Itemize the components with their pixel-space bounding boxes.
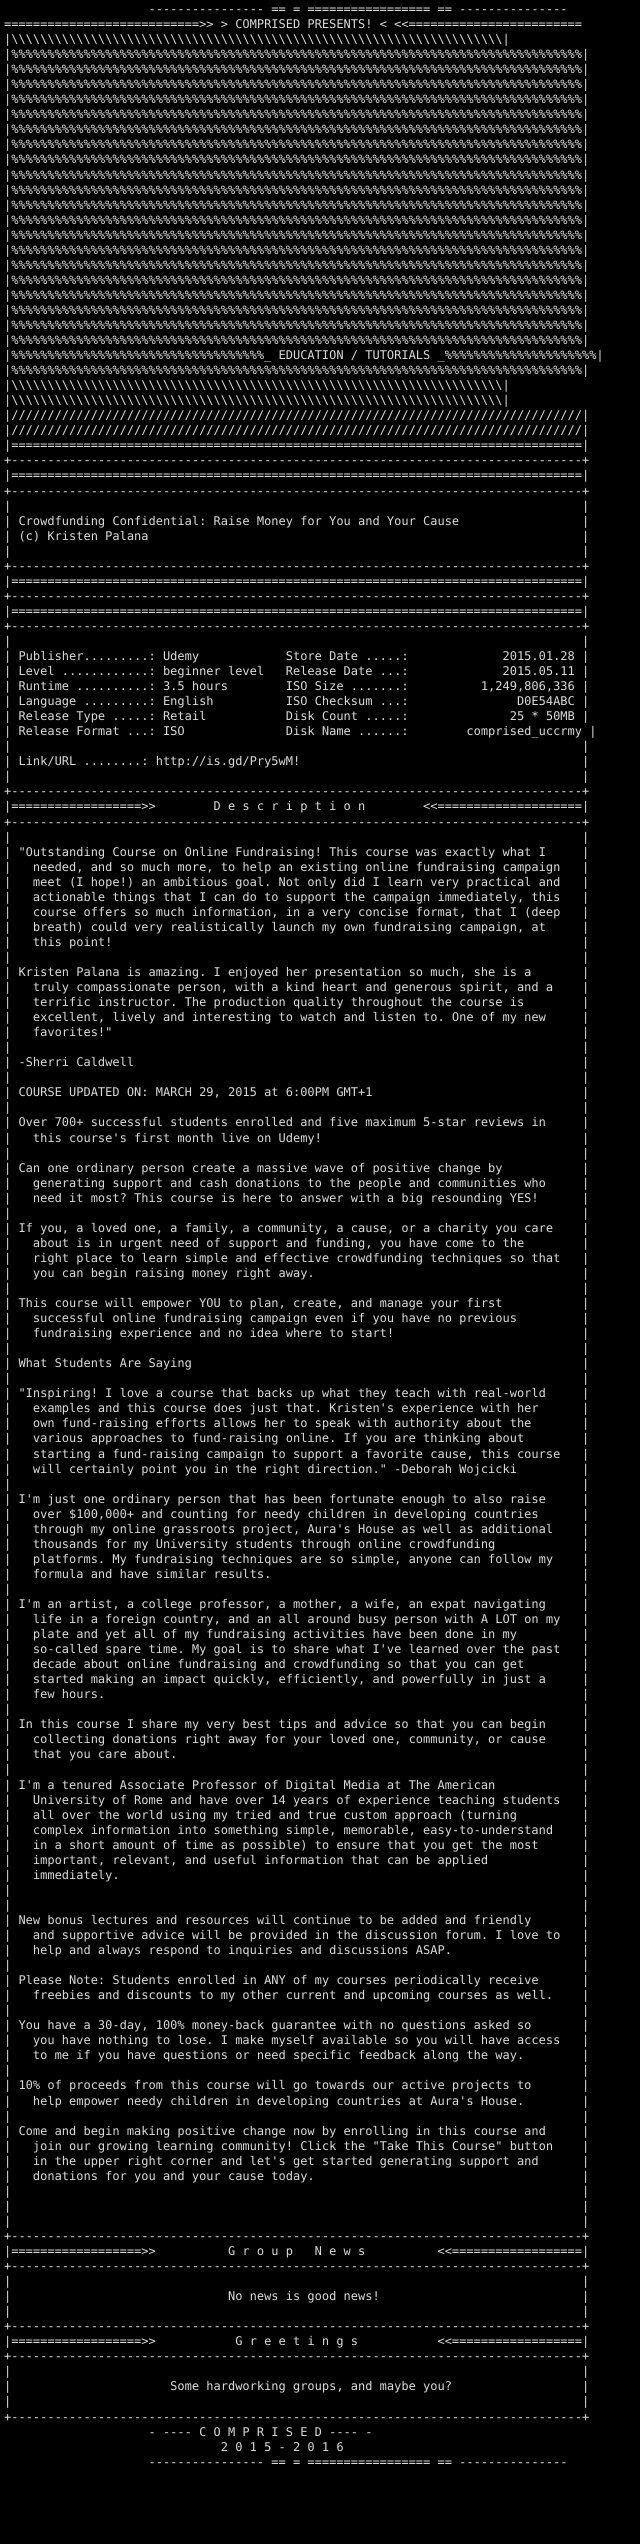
nfo-line: | donations for you and your cause today. | <box>4 2168 590 2183</box>
nfo-line: | this course's first month live on Udemy! | <box>4 1130 590 1145</box>
nfo-line: | Kristen Palana is amazing. I enjoyed her presentation so much, she is a | <box>4 965 590 979</box>
nfo-line: | | <box>4 1371 590 1386</box>
release-title: | Crowdfunding Confidential: Raise Money for You and Your Cause | <box>4 513 590 528</box>
category-banner: |%%%%%%%%%%%%%%%%%%%%%%%%%%%%%%%%%%%_ EDUCATION / TUTORIALS _%%%%%%%%%%%%%%%%%%%%%| <box>4 348 604 363</box>
nfo-line: | | <box>4 769 590 784</box>
nfo-line: | generating support and cash donations to the people and communities who | <box>4 1175 590 1190</box>
nfo-line: | this point! | <box>4 934 590 949</box>
nfo-line: 2 0 1 5 - 2 0 1 6 <box>4 2439 344 2454</box>
nfo-line: | few hours. | <box>4 1687 590 1702</box>
nfo-line: | | <box>4 2274 590 2289</box>
nfo-line: | | <box>4 1762 590 1777</box>
nfo-line: | need it most? This course is here to answer with a big resounding YES! | <box>4 1190 590 1205</box>
nfo-line: | to me if you have questions or need specific feedback along the way. | <box>4 2048 590 2063</box>
nfo-line: | terrific instructor. The production quality throughout the course is | <box>4 995 590 1010</box>
nfo-line: |\\\\\\\\\\\\\\\\\\\\\\\\\\\\\\\\\\\\\\\\\\\\\\\\\\\\\\\\\\\\\\\\\\\\| <box>4 32 510 47</box>
nfo-line: | | <box>4 1100 590 1115</box>
nfo-line: +-------------------------------------------------------------------------------+ <box>4 2319 590 2334</box>
nfo-line: | through my online grassroots project, Aura's House as well as additional | <box>4 1521 590 1536</box>
nfo-line: | | <box>4 2304 590 2319</box>
nfo-line: | (c) Kristen Palana | <box>4 528 590 543</box>
nfo-line: |===============================================================================| <box>4 468 590 483</box>
release-group-header: ===========================>> > COMPRISED PRESENTS! < <<======================== <box>4 17 582 32</box>
nfo-line: | so-called spare time. My goal is to share what I've learned over the past | <box>4 1642 590 1657</box>
nfo-line: | you can begin raising money right away. | <box>4 1265 590 1280</box>
nfo-line: | all over the world using my tried and true custom approach (turning | <box>4 1807 590 1822</box>
nfo-line: |%%%%%%%%%%%%%%%%%%%%%%%%%%%%%%%%%%%%%%%%%%%%%%%%%%%%%%%%%%%%%%%%%%%%%%%%%%%%%%%| <box>4 77 590 92</box>
nfo-line: |\\\\\\\\\\\\\\\\\\\\\\\\\\\\\\\\\\\\\\\\\\\\\\\\\\\\\\\\\\\\\\\\\\\\| <box>4 393 510 408</box>
nfo-line: | I'm a tenured Associate Professor of Digital Media at The American | <box>4 1777 590 1792</box>
nfo-line: | COURSE UPDATED ON: MARCH 29, 2015 at 6:00PM GMT+1 | <box>4 1085 590 1100</box>
nfo-line: | You have a 30-day, 100% money-back guarantee with no questions asked so | <box>4 2018 590 2033</box>
nfo-line: | | <box>4 498 590 513</box>
nfo-line: |===============================================================================| <box>4 438 590 453</box>
nfo-line: | | <box>4 739 590 754</box>
nfo-line: +-------------------------------------------------------------------------------+ <box>4 558 590 573</box>
nfo-line: | | <box>4 2213 590 2228</box>
nfo-line: ---------------- == = ================= == --------------- <box>4 2454 568 2469</box>
nfo-line: | you have nothing to lose. I make myself available so you will have access | <box>4 2033 590 2048</box>
nfo-line: +-------------------------------------------------------------------------------+ <box>4 588 590 603</box>
nfo-line: | will certainly point you in the right direction." -Deborah Wojcicki | <box>4 1461 590 1476</box>
nfo-line: | | <box>4 1205 590 1220</box>
nfo-line: | immediately. | <box>4 1867 590 1882</box>
nfo-line: +-------------------------------------------------------------------------------+ <box>4 784 590 799</box>
nfo-line: | actionable things that I can do to support the campaign immediately, this | <box>4 889 590 904</box>
nfo-line: | -Sherri Caldwell | <box>4 1055 590 1070</box>
nfo-line: | Some hardworking groups, and maybe you? | <box>4 2379 590 2394</box>
nfo-line: | meet (I hope!) an ambitious goal. Not only did I learn very practical and | <box>4 874 590 889</box>
nfo-line: | Release Format ...: ISO Disk Name ......: comprised_uccrmy | <box>4 724 597 739</box>
nfo-line: | fundraising experience and no idea where to start! | <box>4 1326 590 1341</box>
section-title-group-news: |==================>> G r o u p N e w s <<==================| <box>4 2243 590 2258</box>
nfo-line: |%%%%%%%%%%%%%%%%%%%%%%%%%%%%%%%%%%%%%%%%%%%%%%%%%%%%%%%%%%%%%%%%%%%%%%%%%%%%%%%| <box>4 242 590 257</box>
nfo-line: |%%%%%%%%%%%%%%%%%%%%%%%%%%%%%%%%%%%%%%%%%%%%%%%%%%%%%%%%%%%%%%%%%%%%%%%%%%%%%%%| <box>4 363 590 378</box>
nfo-line: | I'm an artist, a college professor, a mother, a wife, an expat navigating | <box>4 1596 590 1611</box>
nfo-line: | thousands for my University students through online crowdfunding | <box>4 1536 590 1551</box>
nfo-line: | successful online fundraising campaign even if you have no previous | <box>4 1311 590 1326</box>
nfo-line: | breath) could very realistically launch my own fundraising campaign, at | <box>4 919 590 934</box>
nfo-line: | | <box>4 2108 590 2123</box>
nfo-line: | help empower needy children in developing countries at Aura's House. | <box>4 2093 590 2108</box>
nfo-line: | about is in urgent need of support and funding, you have come to the | <box>4 1235 590 1250</box>
nfo-line: | | <box>4 633 590 648</box>
nfo-line: | 10% of proceeds from this course will go towards our active projects to | <box>4 2078 590 2093</box>
nfo-line: | | <box>4 2364 590 2379</box>
nfo-line: | Publisher.........: Udemy Store Date .....: 2015.01.28 | <box>4 649 590 664</box>
nfo-line: | complex information into something simple, memorable, easy-to-understand | <box>4 1822 590 1837</box>
nfo-line: | | <box>4 1280 590 1295</box>
nfo-line: | join our growing learning community! Click the "Take This Course" button | <box>4 2138 590 2153</box>
nfo-line: | life in a foreign country, and an all around busy person with A LOT on my | <box>4 1612 590 1627</box>
nfo-line: | Runtime ..........: 3.5 hours ISO Size .......: 1,249,806,336 | <box>4 679 590 694</box>
nfo-line: | that you care about. | <box>4 1747 590 1762</box>
nfo-line: | platforms. My fundraising techniques are so simple, anyone can follow my | <box>4 1551 590 1566</box>
nfo-line: | | <box>4 1145 590 1160</box>
nfo-line: | in a short amount of time as possible) to ensure that you get the most | <box>4 1837 590 1852</box>
nfo-line: | own fund-raising efforts allows her to speak with authority about the | <box>4 1416 590 1431</box>
nfo-line: | "Inspiring! I love a course that backs up what they teach with real-world | <box>4 1386 590 1401</box>
nfo-line: | "Outstanding Course on Online Fundraising! This course was exactly what I | <box>4 844 590 859</box>
nfo-line: | No news is good news! | <box>4 2289 590 2304</box>
nfo-line: +-------------------------------------------------------------------------------+ <box>4 483 590 498</box>
nfo-line: |%%%%%%%%%%%%%%%%%%%%%%%%%%%%%%%%%%%%%%%%%%%%%%%%%%%%%%%%%%%%%%%%%%%%%%%%%%%%%%%| <box>4 167 590 182</box>
nfo-line: | important, relevant, and useful information that can be applied | <box>4 1852 590 1867</box>
nfo-line: | help and always respond to inquiries and discussions ASAP. | <box>4 1943 590 1958</box>
nfo-line: |%%%%%%%%%%%%%%%%%%%%%%%%%%%%%%%%%%%%%%%%%%%%%%%%%%%%%%%%%%%%%%%%%%%%%%%%%%%%%%%| <box>4 92 590 107</box>
nfo-line: |%%%%%%%%%%%%%%%%%%%%%%%%%%%%%%%%%%%%%%%%%%%%%%%%%%%%%%%%%%%%%%%%%%%%%%%%%%%%%%%| <box>4 137 590 152</box>
nfo-line: |===============================================================================| <box>4 573 590 588</box>
nfo-line: | Come and begin making positive change now by enrolling in this course and | <box>4 2123 590 2138</box>
nfo-line: | starting a fund-raising campaign to support a favorite cause, this course | <box>4 1446 590 1461</box>
nfo-line: | over $100,000+ and counting for needy children in developing countries | <box>4 1506 590 1521</box>
nfo-line: |%%%%%%%%%%%%%%%%%%%%%%%%%%%%%%%%%%%%%%%%%%%%%%%%%%%%%%%%%%%%%%%%%%%%%%%%%%%%%%%| <box>4 197 590 212</box>
nfo-line: | formula and have similar results. | <box>4 1566 590 1581</box>
nfo-line: |%%%%%%%%%%%%%%%%%%%%%%%%%%%%%%%%%%%%%%%%%%%%%%%%%%%%%%%%%%%%%%%%%%%%%%%%%%%%%%%| <box>4 317 590 332</box>
nfo-line: | What Students Are Saying | <box>4 1356 590 1371</box>
section-title-greetings: |==================>> G r e e t i n g s <<==================| <box>4 2334 590 2349</box>
nfo-line: | | <box>4 1341 590 1356</box>
release-link: | Link/URL ........: http://is.gd/Pry5wM! | <box>4 754 590 769</box>
footer-signature: - ---- C O M P R I S E D ---- - <box>4 2424 373 2439</box>
nfo-line: | needed, and so much more, to help an existing online fundraising campaign | <box>4 859 590 874</box>
nfo-line: | | <box>4 1070 590 1085</box>
nfo-line: | | <box>4 1897 590 1912</box>
section-title-description: |==================>> D e s c r i p t i o n <<====================| <box>4 799 590 814</box>
nfo-line: |\\\\\\\\\\\\\\\\\\\\\\\\\\\\\\\\\\\\\\\\\\\\\\\\\\\\\\\\\\\\\\\\\\\\| <box>4 378 510 393</box>
nfo-line: +-------------------------------------------------------------------------------+ <box>4 2349 590 2364</box>
nfo-line: |%%%%%%%%%%%%%%%%%%%%%%%%%%%%%%%%%%%%%%%%%%%%%%%%%%%%%%%%%%%%%%%%%%%%%%%%%%%%%%%| <box>4 333 590 348</box>
nfo-line: | I'm just one ordinary person that has been fortunate enough to also raise | <box>4 1491 590 1506</box>
nfo-line: |===============================================================================| <box>4 603 590 618</box>
nfo-line: | and supportive advice will be provided in the discussion forum. I love to | <box>4 1928 590 1942</box>
nfo-line: | | <box>4 949 590 964</box>
nfo-line: | | <box>4 1882 590 1897</box>
nfo-line: | | <box>4 2198 590 2213</box>
nfo-line: ---------------- == = ================= == --------------- <box>4 2 568 16</box>
nfo-line: | | <box>4 2183 590 2198</box>
nfo-line: | University of Rome and have over 14 years of experience teaching students | <box>4 1792 590 1807</box>
nfo-line: +-------------------------------------------------------------------------------+ <box>4 2409 590 2424</box>
nfo-line: | This course will empower YOU to plan, create, and manage your first | <box>4 1296 590 1311</box>
nfo-line: | Can one ordinary person create a massive wave of positive change by | <box>4 1160 590 1175</box>
nfo-line: | freebies and discounts to my other current and upcoming courses as well. | <box>4 1988 590 2003</box>
nfo-line: |%%%%%%%%%%%%%%%%%%%%%%%%%%%%%%%%%%%%%%%%%%%%%%%%%%%%%%%%%%%%%%%%%%%%%%%%%%%%%%%| <box>4 257 590 272</box>
nfo-line: | collecting donations right away for your loved one, community, or cause | <box>4 1732 590 1747</box>
nfo-line: |%%%%%%%%%%%%%%%%%%%%%%%%%%%%%%%%%%%%%%%%%%%%%%%%%%%%%%%%%%%%%%%%%%%%%%%%%%%%%%%| <box>4 107 590 122</box>
nfo-line: | | <box>4 829 590 844</box>
nfo-line: | | <box>4 2394 590 2409</box>
nfo-line: | Release Type .....: Retail Disk Count .....: 25 * 50MB | <box>4 709 590 724</box>
nfo-line: |///////////////////////////////////////////////////////////////////////////////| <box>4 423 590 438</box>
nfo-line: | | <box>4 1476 590 1491</box>
nfo-line: |///////////////////////////////////////////////////////////////////////////////| <box>4 408 590 423</box>
nfo-line: | truly compassionate person, with a kind heart and generous spirit, and a | <box>4 980 590 995</box>
nfo-line: | Please Note: Students enrolled in ANY of my courses periodically receive | <box>4 1973 590 1988</box>
nfo-line: |%%%%%%%%%%%%%%%%%%%%%%%%%%%%%%%%%%%%%%%%%%%%%%%%%%%%%%%%%%%%%%%%%%%%%%%%%%%%%%%| <box>4 182 590 197</box>
nfo-line: | favorites!" | <box>4 1025 590 1040</box>
nfo-line: +-------------------------------------------------------------------------------+ <box>4 814 590 829</box>
nfo-line: | various approaches to fund-raising online. If you are thinking about | <box>4 1431 590 1446</box>
nfo-line: | Language .........: English ISO Checksum ...: D0E54ABC | <box>4 694 590 709</box>
nfo-line: | | <box>4 2063 590 2078</box>
nfo-line: +-------------------------------------------------------------------------------+ <box>4 2228 590 2243</box>
nfo-line: | | <box>4 1581 590 1596</box>
nfo-line: | plate and yet all of my fundraising activities have been done in my | <box>4 1627 590 1642</box>
nfo-line: |%%%%%%%%%%%%%%%%%%%%%%%%%%%%%%%%%%%%%%%%%%%%%%%%%%%%%%%%%%%%%%%%%%%%%%%%%%%%%%%| <box>4 62 590 77</box>
nfo-line: |%%%%%%%%%%%%%%%%%%%%%%%%%%%%%%%%%%%%%%%%%%%%%%%%%%%%%%%%%%%%%%%%%%%%%%%%%%%%%%%| <box>4 122 590 137</box>
nfo-line: |%%%%%%%%%%%%%%%%%%%%%%%%%%%%%%%%%%%%%%%%%%%%%%%%%%%%%%%%%%%%%%%%%%%%%%%%%%%%%%%| <box>4 152 590 167</box>
nfo-line: | | <box>4 1040 590 1055</box>
nfo-line: | Over 700+ successful students enrolled and five maximum 5-star reviews in | <box>4 1115 590 1130</box>
nfo-line: | in the upper right corner and let's get started generating support and | <box>4 2153 590 2168</box>
nfo-line: +-------------------------------------------------------------------------------+ <box>4 618 590 633</box>
nfo-line: |%%%%%%%%%%%%%%%%%%%%%%%%%%%%%%%%%%%%%%%%%%%%%%%%%%%%%%%%%%%%%%%%%%%%%%%%%%%%%%%| <box>4 212 590 227</box>
nfo-line: | started making an impact quickly, efficiently, and powerfully in just a | <box>4 1672 590 1687</box>
nfo-line: | decade about online fundraising and crowdfunding so that you can get | <box>4 1657 590 1672</box>
nfo-line: | | <box>4 1702 590 1717</box>
nfo-line: +-------------------------------------------------------------------------------+ <box>4 2259 590 2274</box>
nfo-line: |%%%%%%%%%%%%%%%%%%%%%%%%%%%%%%%%%%%%%%%%%%%%%%%%%%%%%%%%%%%%%%%%%%%%%%%%%%%%%%%| <box>4 227 590 242</box>
nfo-line: | right place to learn simple and effective crowdfunding techniques so that | <box>4 1250 590 1265</box>
nfo-line: | examples and this course does just that. Kristen's experience with her | <box>4 1401 590 1416</box>
nfo-line: | New bonus lectures and resources will continue to be added and friendly | <box>4 1912 590 1927</box>
nfo-line: |%%%%%%%%%%%%%%%%%%%%%%%%%%%%%%%%%%%%%%%%%%%%%%%%%%%%%%%%%%%%%%%%%%%%%%%%%%%%%%%| <box>4 287 590 302</box>
nfo-line: |%%%%%%%%%%%%%%%%%%%%%%%%%%%%%%%%%%%%%%%%%%%%%%%%%%%%%%%%%%%%%%%%%%%%%%%%%%%%%%%| <box>4 272 590 287</box>
nfo-line: |%%%%%%%%%%%%%%%%%%%%%%%%%%%%%%%%%%%%%%%%%%%%%%%%%%%%%%%%%%%%%%%%%%%%%%%%%%%%%%%| <box>4 47 590 62</box>
nfo-line: | | <box>4 2003 590 2018</box>
nfo-line: | If you, a loved one, a family, a community, a cause, or a charity you care | <box>4 1220 590 1235</box>
nfo-line: | In this course I share my very best tips and advice so that you can begin | <box>4 1717 590 1732</box>
nfo-line: | excellent, lively and interesting to watch and listen to. One of my new | <box>4 1010 590 1025</box>
nfo-line: | Level ............: beginner level Release Date ...: 2015.05.11 | <box>4 664 590 679</box>
nfo-line: +-------------------------------------------------------------------------------+ <box>4 453 590 468</box>
nfo-line: |%%%%%%%%%%%%%%%%%%%%%%%%%%%%%%%%%%%%%%%%%%%%%%%%%%%%%%%%%%%%%%%%%%%%%%%%%%%%%%%| <box>4 302 590 317</box>
nfo-line: | | <box>4 543 590 558</box>
nfo-line: | | <box>4 1958 590 1973</box>
nfo-line: | course offers so much information, in a very concise format, that I (deep | <box>4 904 590 919</box>
